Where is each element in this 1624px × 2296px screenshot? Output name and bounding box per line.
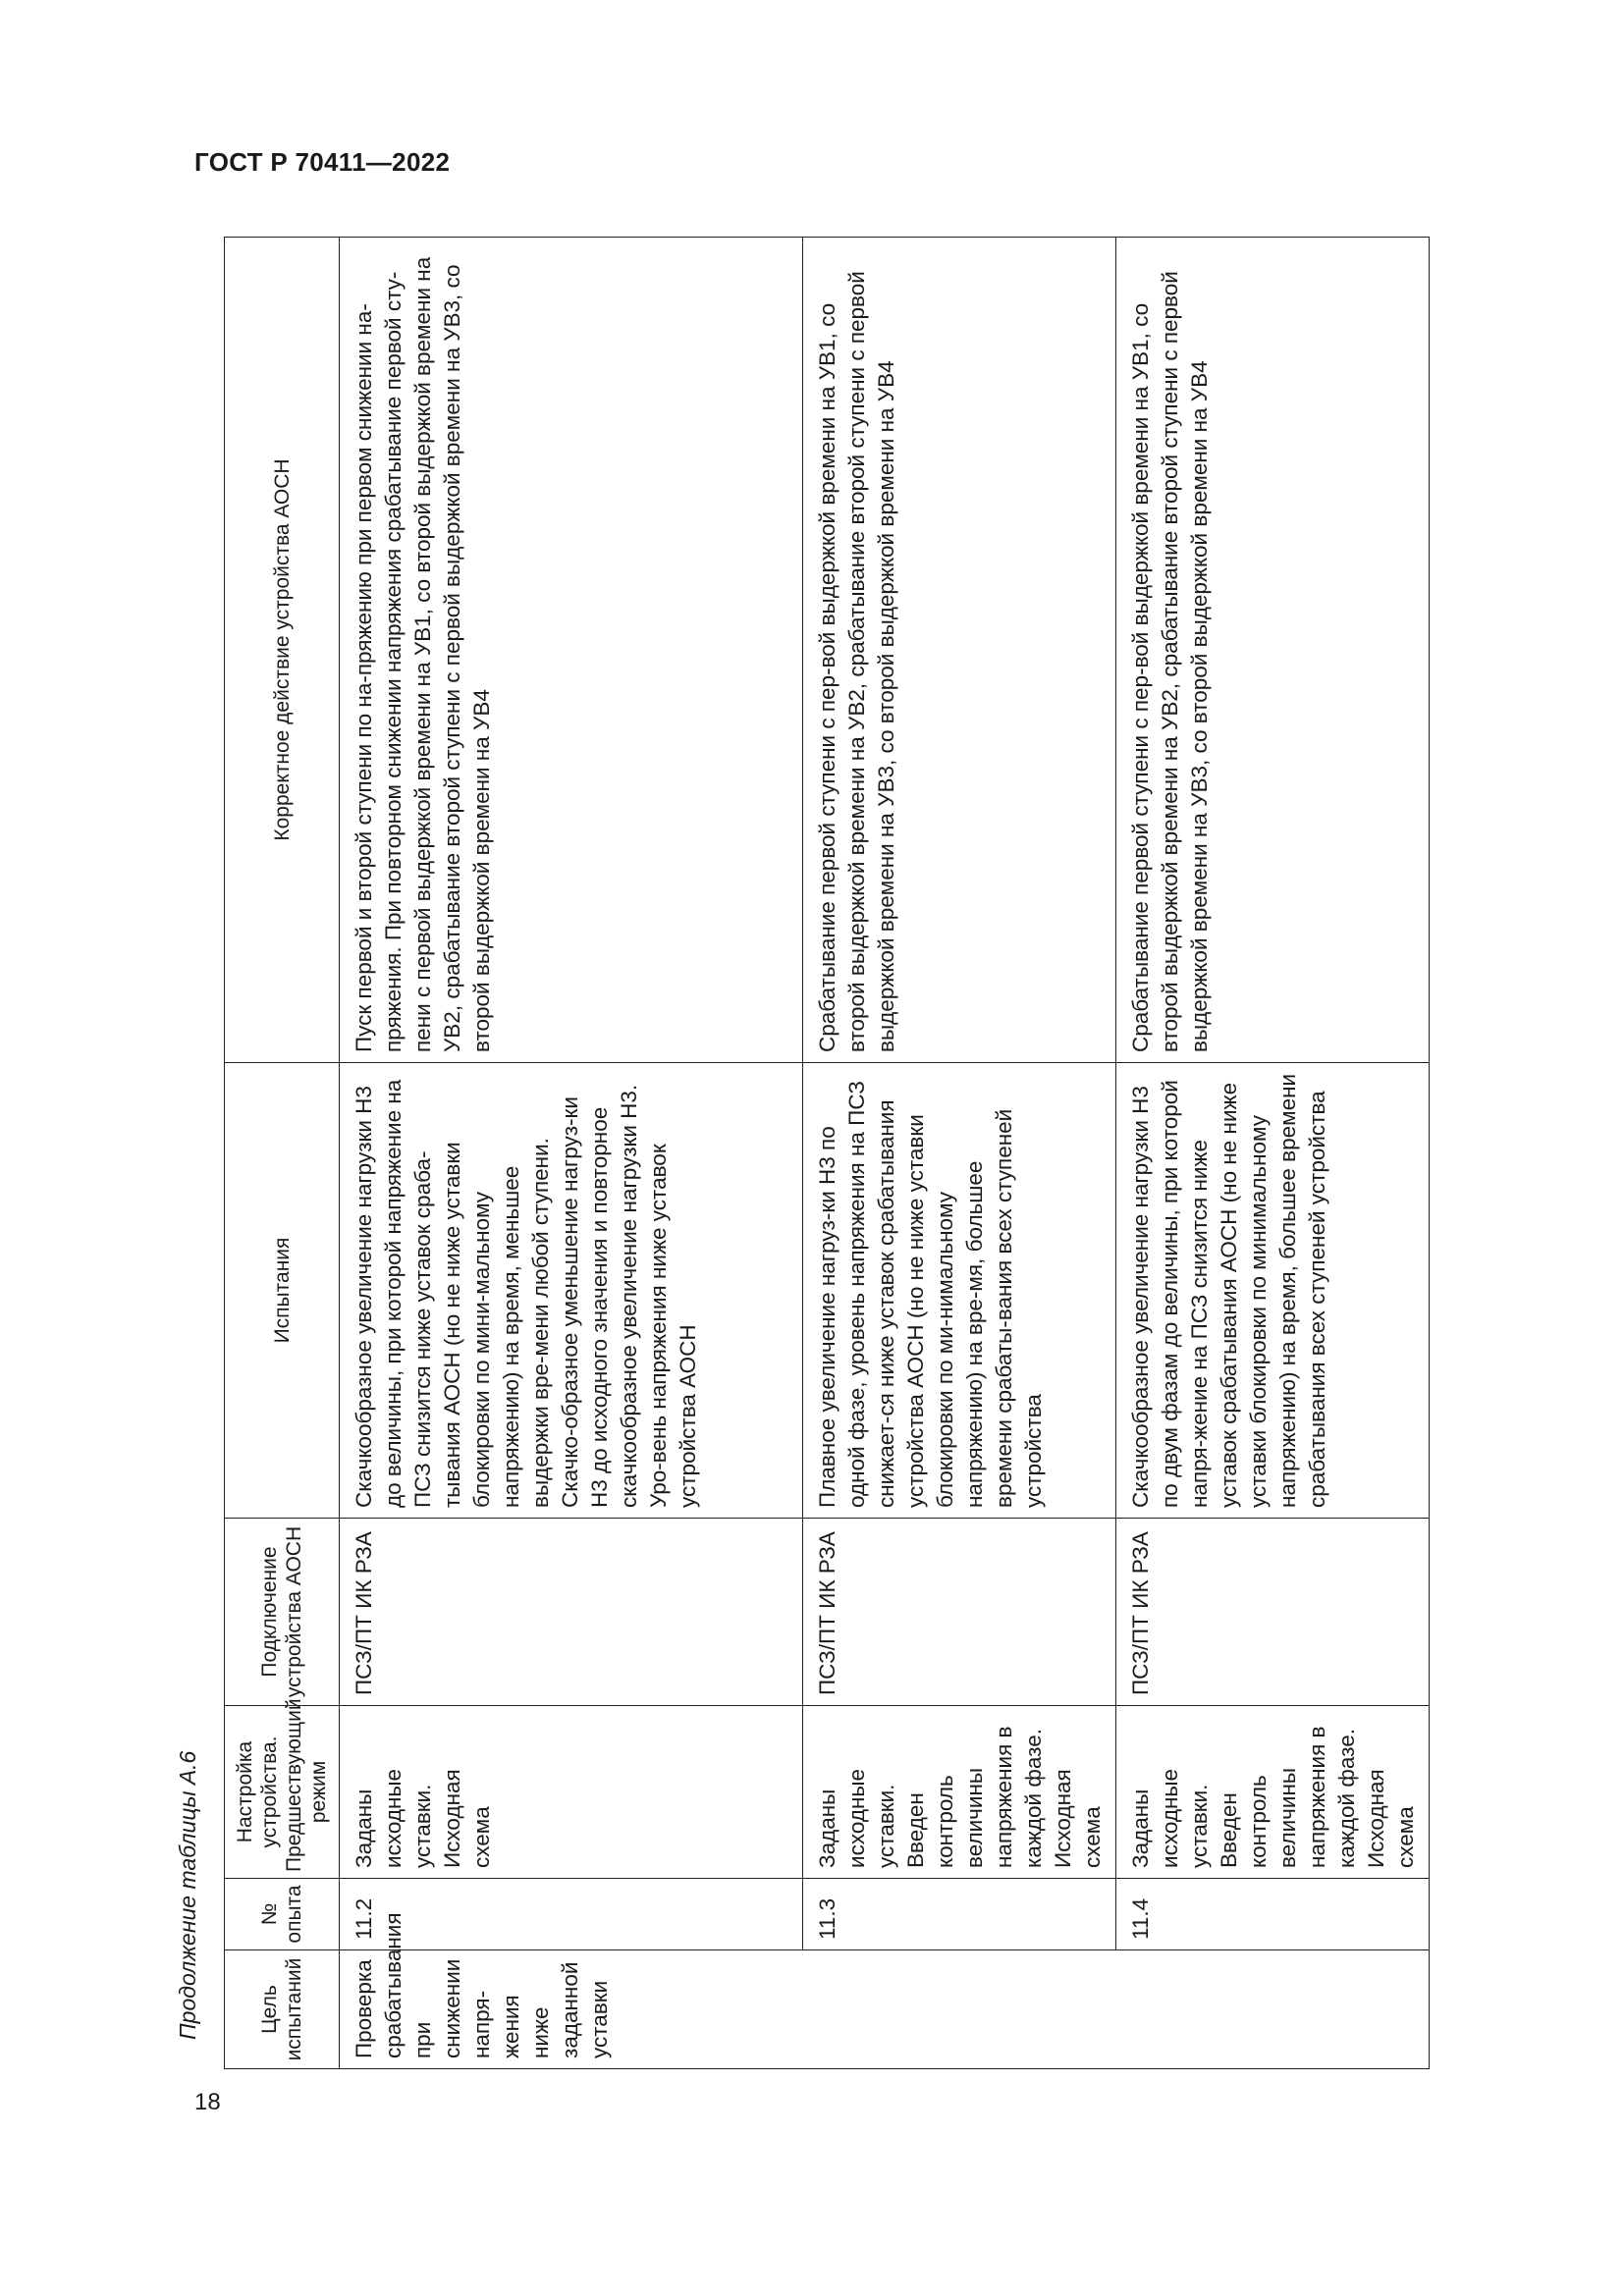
test-number-cell: 11.2 [340,1879,803,1950]
test-number-cell: 11.3 [803,1879,1116,1950]
connection-cell: ПСЗ/ПТ ИК РЗА [803,1519,1116,1706]
test-description-cell: Скачкообразное увеличение нагрузки Н3 до величины, при которой напряжение на ПСЗ снизится ниже уставок сраба-тывания АОСН (но не ниже уставки блокировки по мини-мальному напряжению) на время, меньшее выдержки вре-мени любой ступени. Скачко-образное уменьшение нагруз-ки Н3 до исходного значения и повторное скачкообразное увеличение нагрузки Н3. Уро-вень напряжения ниже уставок устройства АОСН [340,1063,803,1519]
connection-cell: ПСЗ/ПТ ИК РЗА [340,1519,803,1706]
rotated-table-block [167,224,1418,2084]
column-header-goal: Цель испытаний [225,1950,340,2069]
table-row [340,238,803,2069]
test-goal-cell: Проверка срабатывания при снижении напря-жения ниже заданной уставки [340,1950,1430,2069]
column-header-action: Корректное действие устройства АОСН [225,238,340,1063]
table-header-row [225,238,340,2069]
column-header-connection: Подключение устройства АОСН [225,1519,340,1706]
setup-cell: Заданы исходные уставки. Введен контроль величины напряжения в каждой фазе. Исходная схема [1116,1706,1430,1879]
table-caption: Продолжение таблицы А.6 [175,1750,200,2040]
test-table [224,237,1430,2069]
test-description-cell: Плавное увеличение нагруз-ки Н3 по одной фазе, уровень напряжения на ПСЗ снижает-ся ниже уставок срабатывания устройства АОСН (но не ниже уставки блокировки по ми-нимальному напряжению) на вре-мя, большее времени срабаты-вания всех ступеней устройства [803,1063,1116,1519]
connection-cell: ПСЗ/ПТ ИК РЗА [1116,1519,1430,1706]
table-row [1116,238,1430,2069]
setup-cell: Заданы исходные уставки. Исходная схема [340,1706,803,1879]
column-header-setup: Настройка устройства. Предшествующий режим [225,1706,340,1879]
standard-designation: ГОСТ Р 70411—2022 [194,147,451,177]
action-cell: Пуск первой и второй ступени по на-пряжению при первом снижении на-пряжения. При повторном снижении напряжения срабатывание первой сту-пени с первой выдержкой времени на УВ1, со второй выдержкой времени на УВ2, срабатывание второй ступени с первой выдержкой времени на УВ3, со второй выдержкой времени на УВ4 [340,238,803,1063]
test-number-cell: 11.4 [1116,1879,1430,1950]
action-cell: Срабатывание первой ступени с пер-вой выдержкой времени на УВ1, со второй выдержкой времени на УВ2, срабатывание второй ступени с первой выдержкой времени на УВ3, со второй выдержкой времени на УВ4 [803,238,1116,1063]
column-header-test: Испытания [225,1063,340,1519]
column-header-number: № опыта [225,1879,340,1950]
setup-cell: Заданы исходные уставки. Введен контроль величины напряжения в каждой фазе. Исходная схема [803,1706,1116,1879]
page-number: 18 [194,2089,221,2115]
action-cell: Срабатывание первой ступени с пер-вой выдержкой времени на УВ1, со второй выдержкой времени на УВ2, срабатывание второй ступени с первой выдержкой времени на УВ3, со второй выдержкой времени на УВ4 [1116,238,1430,1063]
table-row [803,238,1116,2069]
test-description-cell: Скачкообразное увеличение нагрузки Н3 по двум фазам до величины, при которой напря-жение на ПСЗ снизится ниже уставок срабатывания АОСН (но не ниже уставки блокировки по минимальному напряжению) на время, большее времени срабатывания всех ступеней устройства [1116,1063,1430,1519]
